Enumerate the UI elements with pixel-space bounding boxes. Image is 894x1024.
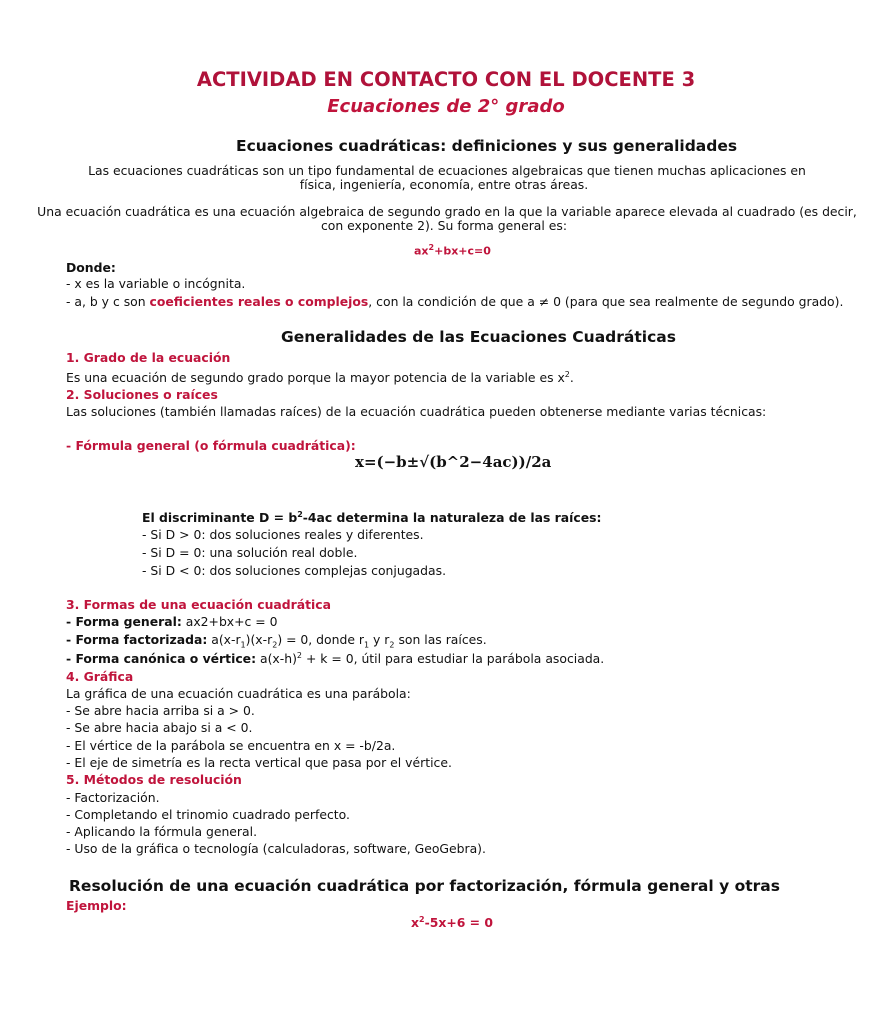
grafica-item-1: La gráfica de una ecuación cuadrática es una parábola: [66, 686, 411, 701]
donde-item-2: - a, b y c son coeficientes reales o complejos, con la condición de que a ≠ 0 (para que sea realmente de segundo grado). [66, 294, 844, 309]
grafica-item-4: - El vértice de la parábola se encuentra en x = -b/2a. [66, 738, 396, 753]
grado-text: Es una ecuación de segundo grado porque la mayor potencia de la variable es $x^2$. [66, 370, 574, 386]
ejemplo-label: Ejemplo: [66, 898, 127, 913]
quadratic-formula: x=(−b±√(b^2−4ac))/2a [355, 453, 552, 471]
section3-heading: Resolución de una ecuación cuadrática por factorización, fórmula general y otras [69, 877, 780, 895]
grafica-item-2: - Se abre hacia arriba si a > 0. [66, 703, 255, 718]
definition-line-1: Una ecuación cuadrática es una ecuación algebraica de segundo grado en la que la variable aparece elevada al cuadrado (es decir, [37, 204, 857, 219]
formas-label: 3. Formas de una ecuación cuadrática [66, 597, 332, 612]
disc-item-2: - Si D = 0: una solución real doble. [142, 545, 358, 560]
grafica-label: 4. Gráfica [66, 669, 134, 684]
section2-heading: Generalidades de las Ecuaciones Cuadráticas [281, 328, 676, 346]
donde-item-1: - x es la variable o incógnita. [66, 276, 246, 291]
grafica-item-3: - Se abre hacia abajo si a < 0. [66, 720, 253, 735]
page-subtitle: Ecuaciones de 2° grado [327, 96, 565, 117]
intro-line-1: Las ecuaciones cuadráticas son un tipo fundamental de ecuaciones algebraicas que tienen muchas aplicaciones en [88, 163, 806, 178]
forma-general: - Forma general: ax2+bx+c = 0 [66, 614, 278, 629]
grado-label: 1. Grado de la ecuación [66, 350, 231, 365]
disc-item-1: - Si D > 0: dos soluciones reales y diferentes. [142, 527, 424, 542]
discriminant-line: El discriminante $D = b^2-4ac$ determina la naturaleza de las raíces: [142, 510, 602, 526]
soluciones-text: Las soluciones (también llamadas raíces) de la ecuación cuadrática pueden obtenerse mediante varias técnicas: [66, 404, 767, 419]
general-form-equation: $ax^2+bx+c=0$ [414, 243, 491, 258]
forma-canonica: - Forma canónica o vértice: $a(x-h)^2 + k = 0$, útil para estudiar la parábola asociada. [66, 651, 605, 667]
example-equation: $x^2-5x+6 = 0$ [411, 915, 493, 931]
metodos-item-3: - Aplicando la fórmula general. [66, 824, 258, 839]
soluciones-label: 2. Soluciones o raíces [66, 387, 218, 402]
donde-label: Donde: [66, 260, 116, 275]
intro-line-2: física, ingeniería, economía, entre otras áreas. [299, 177, 589, 192]
formula-label: - Fórmula general (o fórmula cuadrática): [66, 438, 356, 453]
metodos-item-2: - Completando el trinomio cuadrado perfecto. [66, 807, 350, 822]
section1-heading: Ecuaciones cuadráticas: definiciones y sus generalidades [236, 137, 738, 155]
grafica-item-5: - El eje de simetría es la recta vertical que pasa por el vértice. [66, 755, 452, 770]
metodos-item-4: - Uso de la gráfica o tecnología (calculadoras, software, GeoGebra). [66, 841, 486, 856]
page-title: ACTIVIDAD EN CONTACTO CON EL DOCENTE 3 [196, 68, 696, 91]
disc-item-3: - Si D < 0: dos soluciones complejas conjugadas. [142, 563, 447, 578]
forma-factorizada: - Forma factorizada: $a(x-r_1)(x-r_2) = 0$, donde $r_1$ y $r_2$ son las raíces. [66, 632, 487, 650]
metodos-item-1: - Factorización. [66, 790, 160, 805]
metodos-label: 5. Métodos de resolución [66, 772, 242, 787]
definition-line-2: con exponente 2). Su forma general es: [320, 218, 568, 233]
